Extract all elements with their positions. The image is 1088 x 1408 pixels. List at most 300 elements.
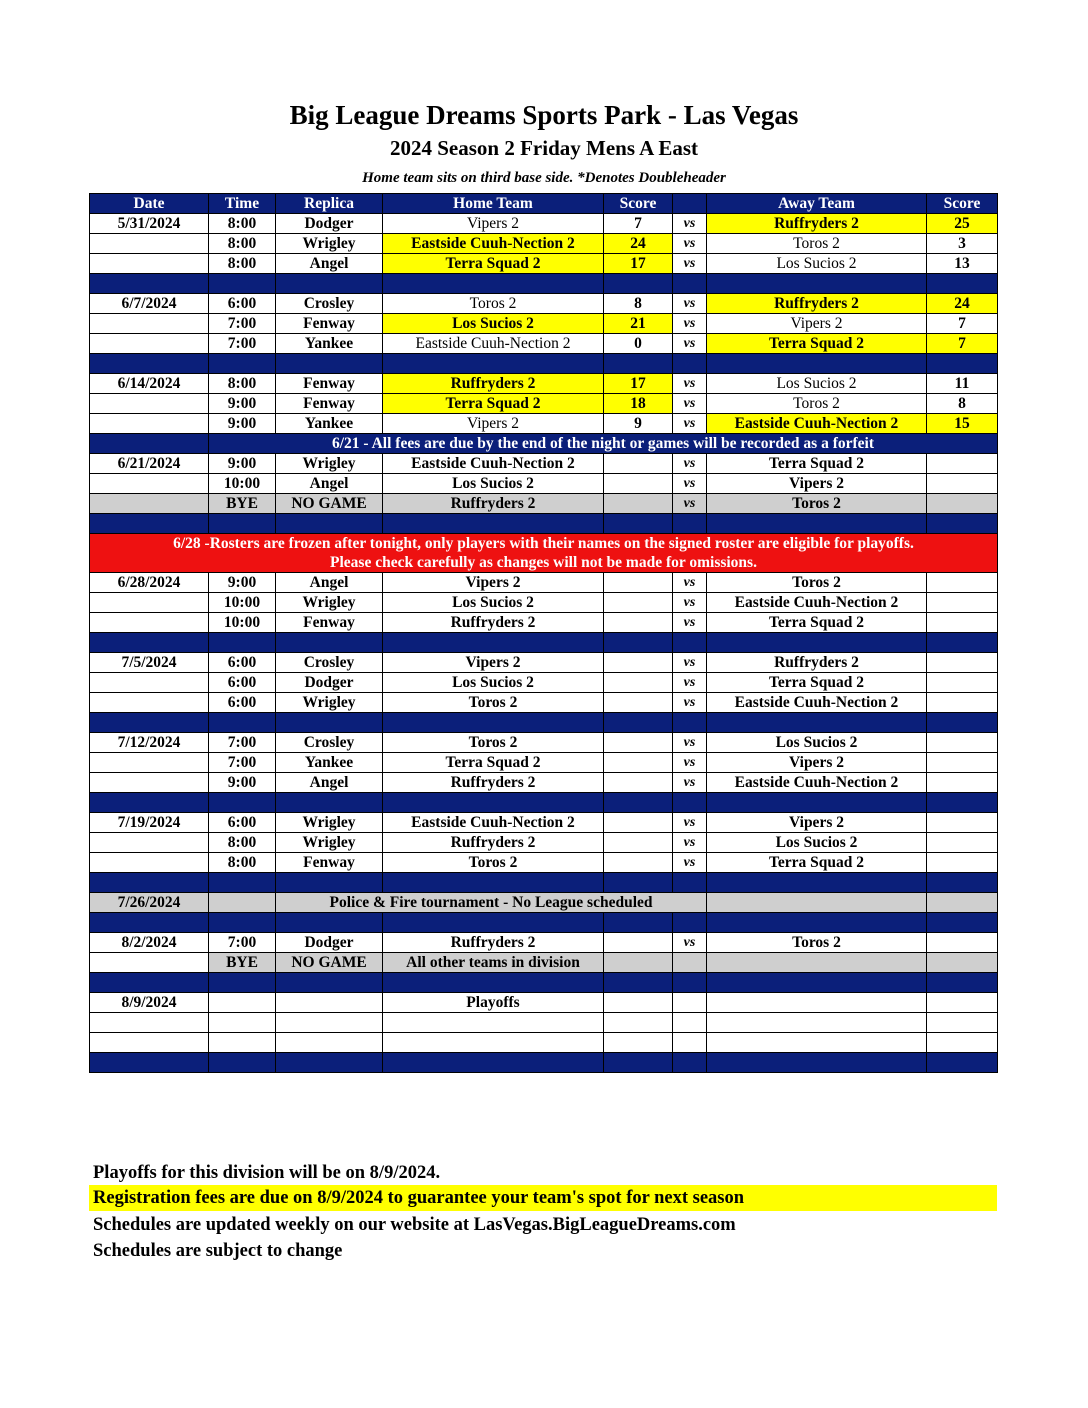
game-date: 6/21/2024	[90, 454, 209, 474]
game-field: Fenway	[276, 853, 383, 873]
spacer-cell	[927, 793, 998, 813]
away-score: 11	[927, 374, 998, 394]
spacer-cell	[604, 913, 673, 933]
spacer-cell	[383, 713, 604, 733]
spacer-cell	[604, 514, 673, 534]
spacer-cell	[927, 514, 998, 534]
away-score	[927, 893, 998, 913]
game-date	[90, 833, 209, 853]
vs-label: vs	[673, 813, 707, 833]
spacer-cell	[209, 354, 276, 374]
roster-alert-line: Please check carefully as changes will not be made for omissions.	[330, 554, 757, 571]
playoffs-row	[90, 993, 998, 1013]
game-field: Wrigley	[276, 593, 383, 613]
game-date	[90, 853, 209, 873]
game-field: Crosley	[276, 294, 383, 314]
spacer-cell	[209, 913, 276, 933]
vs-label: vs	[673, 214, 707, 234]
game-field	[276, 993, 383, 1013]
away-score	[927, 673, 998, 693]
game-field: NO GAME	[276, 494, 383, 514]
vs-label: vs	[673, 294, 707, 314]
vs-label: vs	[673, 314, 707, 334]
spacer-cell	[707, 793, 927, 813]
home-score	[604, 474, 673, 494]
empty-cell	[604, 1013, 673, 1033]
game-field: Wrigley	[276, 833, 383, 853]
home-team: Ruffryders 2	[383, 833, 604, 853]
spacer-cell	[673, 274, 707, 294]
spacer-cell	[90, 793, 209, 813]
away-team: Ruffryders 2	[707, 214, 927, 234]
notice-left-cell	[90, 434, 209, 454]
away-score	[927, 933, 998, 953]
game-date	[90, 394, 209, 414]
home-team: Eastside Cuuh-Nection 2	[383, 813, 604, 833]
spacer-cell	[276, 1053, 383, 1073]
home-team: Los Sucios 2	[383, 474, 604, 494]
game-time: 7:00	[209, 334, 276, 354]
game-row	[90, 394, 998, 414]
game-date: 7/12/2024	[90, 733, 209, 753]
vs-label: vs	[673, 474, 707, 494]
vs-label: vs	[673, 334, 707, 354]
away-team: Eastside Cuuh-Nection 2	[707, 593, 927, 613]
empty-cell	[927, 953, 998, 973]
vs-label: vs	[673, 394, 707, 414]
game-time: BYE	[209, 494, 276, 514]
vs-label: vs	[673, 733, 707, 753]
away-score: 3	[927, 234, 998, 254]
game-time: 7:00	[209, 933, 276, 953]
vs-label: vs	[673, 673, 707, 693]
game-field: Crosley	[276, 653, 383, 673]
empty-cell	[927, 1013, 998, 1033]
spacer-cell	[383, 793, 604, 813]
game-row	[90, 853, 998, 873]
header-note: Home team sits on third base side. *Denotes Doubleheader	[362, 170, 726, 186]
game-row	[90, 494, 998, 514]
vs-label: vs	[673, 773, 707, 793]
vs-label: vs	[673, 254, 707, 274]
spacer-row	[90, 973, 998, 993]
away-team: Vipers 2	[707, 753, 927, 773]
game-time: BYE	[209, 953, 276, 973]
spacer-cell	[927, 713, 998, 733]
spacer-cell	[276, 514, 383, 534]
spacer-cell	[707, 633, 927, 653]
empty-cell	[276, 1033, 383, 1053]
home-score	[604, 933, 673, 953]
game-time: 8:00	[209, 214, 276, 234]
game-date: 6/7/2024	[90, 294, 209, 314]
vs-label: vs	[673, 494, 707, 514]
game-row	[90, 294, 998, 314]
home-score: 21	[604, 314, 673, 334]
home-score	[604, 454, 673, 474]
away-score	[927, 853, 998, 873]
game-time: 6:00	[209, 813, 276, 833]
game-row	[90, 573, 998, 593]
home-team: Vipers 2	[383, 573, 604, 593]
spacer-cell	[90, 913, 209, 933]
spacer-row	[90, 713, 998, 733]
home-team: Ruffryders 2	[383, 494, 604, 514]
spacer-cell	[209, 1053, 276, 1073]
game-time: 6:00	[209, 653, 276, 673]
game-time: 8:00	[209, 853, 276, 873]
home-team: Ruffryders 2	[383, 374, 604, 394]
away-team: Terra Squad 2	[707, 853, 927, 873]
empty-cell	[90, 1013, 209, 1033]
spacer-cell	[276, 354, 383, 374]
away-team: Eastside Cuuh-Nection 2	[707, 773, 927, 793]
away-score	[927, 613, 998, 633]
game-date	[90, 593, 209, 613]
spacer-cell	[707, 973, 927, 993]
game-row	[90, 234, 998, 254]
spacer-cell	[90, 514, 209, 534]
spacer-cell	[209, 873, 276, 893]
away-score	[927, 593, 998, 613]
home-score: 9	[604, 414, 673, 434]
roster-alert-line: 6/28 -Rosters are frozen after tonight, only players with their names on the signed roster are eligible for playoffs.	[173, 535, 914, 552]
game-row	[90, 414, 998, 434]
home-score	[604, 753, 673, 773]
empty-cell	[673, 1013, 707, 1033]
game-row	[90, 693, 998, 713]
spacer-cell	[927, 633, 998, 653]
spacer-cell	[276, 633, 383, 653]
spacer-cell	[209, 793, 276, 813]
away-team: Eastside Cuuh-Nection 2	[707, 693, 927, 713]
spacer-cell	[209, 274, 276, 294]
away-team: Toros 2	[707, 933, 927, 953]
home-team: Ruffryders 2	[383, 613, 604, 633]
empty-cell	[604, 1033, 673, 1053]
game-field: Dodger	[276, 214, 383, 234]
vs-label: vs	[673, 234, 707, 254]
vs-label: vs	[673, 573, 707, 593]
home-score: 8	[604, 294, 673, 314]
vs-label: vs	[673, 374, 707, 394]
spacer-cell	[673, 913, 707, 933]
column-header-home-team: Home Team	[383, 194, 604, 214]
bye-row	[90, 953, 998, 973]
game-field: Angel	[276, 254, 383, 274]
game-field: NO GAME	[276, 953, 383, 973]
spacer-cell	[673, 713, 707, 733]
game-time	[209, 993, 276, 1013]
game-row	[90, 933, 998, 953]
home-team: Eastside Cuuh-Nection 2	[383, 454, 604, 474]
home-team: Toros 2	[383, 733, 604, 753]
game-field: Wrigley	[276, 234, 383, 254]
away-team: Terra Squad 2	[707, 454, 927, 474]
game-time: 8:00	[209, 254, 276, 274]
game-time	[209, 893, 276, 913]
column-header-home-score: Score	[604, 194, 673, 214]
game-date	[90, 234, 209, 254]
empty-row	[90, 1033, 998, 1053]
away-score	[927, 494, 998, 514]
vs-label: vs	[673, 593, 707, 613]
game-row	[90, 833, 998, 853]
game-date: 8/9/2024	[90, 993, 209, 1013]
spacer-cell	[276, 873, 383, 893]
away-team: Los Sucios 2	[707, 374, 927, 394]
away-team: Ruffryders 2	[707, 294, 927, 314]
game-row	[90, 314, 998, 334]
empty-cell	[604, 993, 673, 1013]
spacer-cell	[673, 354, 707, 374]
game-time: 7:00	[209, 733, 276, 753]
game-time: 6:00	[209, 693, 276, 713]
spacer-cell	[383, 1053, 604, 1073]
page-title: Big League Dreams Sports Park - Las Vegas	[289, 100, 799, 130]
game-field: Wrigley	[276, 813, 383, 833]
home-score	[604, 613, 673, 633]
game-time: 10:00	[209, 474, 276, 494]
away-team: Los Sucios 2	[707, 733, 927, 753]
away-score	[927, 753, 998, 773]
away-team: Toros 2	[707, 494, 927, 514]
game-field: Yankee	[276, 334, 383, 354]
game-field: Fenway	[276, 374, 383, 394]
spacer-cell	[604, 354, 673, 374]
spacer-cell	[707, 873, 927, 893]
game-date	[90, 414, 209, 434]
game-time: 10:00	[209, 593, 276, 613]
away-score: 25	[927, 214, 998, 234]
home-score	[604, 773, 673, 793]
game-date	[90, 613, 209, 633]
empty-cell	[707, 1033, 927, 1053]
spacer-cell	[604, 873, 673, 893]
vs-label: vs	[673, 454, 707, 474]
away-team	[707, 893, 927, 913]
away-team: Toros 2	[707, 234, 927, 254]
spacer-cell	[209, 973, 276, 993]
away-score: 8	[927, 394, 998, 414]
game-field: Fenway	[276, 394, 383, 414]
game-date	[90, 693, 209, 713]
away-team: Los Sucios 2	[707, 254, 927, 274]
vs-label: vs	[673, 753, 707, 773]
home-team: Ruffryders 2	[383, 773, 604, 793]
spacer-row	[90, 1053, 998, 1073]
spacer-row	[90, 514, 998, 534]
spacer-cell	[604, 793, 673, 813]
spacer-cell	[604, 633, 673, 653]
game-row	[90, 653, 998, 673]
spacer-cell	[707, 274, 927, 294]
game-date: 7/5/2024	[90, 653, 209, 673]
game-date	[90, 953, 209, 973]
empty-cell	[209, 1033, 276, 1053]
spacer-cell	[673, 1053, 707, 1073]
away-score	[927, 653, 998, 673]
spacer-cell	[90, 633, 209, 653]
away-score: 15	[927, 414, 998, 434]
home-score: 17	[604, 374, 673, 394]
spacer-row	[90, 274, 998, 294]
home-team: Toros 2	[383, 693, 604, 713]
spacer-cell	[927, 354, 998, 374]
spacer-cell	[276, 973, 383, 993]
spacer-cell	[90, 973, 209, 993]
game-time: 9:00	[209, 414, 276, 434]
game-row	[90, 334, 998, 354]
column-header-away-score: Score	[927, 194, 998, 214]
away-score: 24	[927, 294, 998, 314]
game-date	[90, 753, 209, 773]
spacer-cell	[383, 633, 604, 653]
spacer-cell	[604, 274, 673, 294]
spacer-row	[90, 913, 998, 933]
game-date	[90, 474, 209, 494]
game-time: 7:00	[209, 314, 276, 334]
footer-line-4: Schedules are subject to change	[93, 1241, 343, 1261]
empty-cell	[673, 953, 707, 973]
bye-text: All other teams in division	[383, 953, 604, 973]
spacer-cell	[209, 713, 276, 733]
spacer-cell	[604, 713, 673, 733]
empty-cell	[927, 1033, 998, 1053]
away-team: Ruffryders 2	[707, 653, 927, 673]
game-time: 9:00	[209, 394, 276, 414]
game-date	[90, 494, 209, 514]
home-team: Terra Squad 2	[383, 254, 604, 274]
game-row	[90, 593, 998, 613]
schedule-body	[90, 214, 998, 1073]
spacer-cell	[707, 913, 927, 933]
empty-cell	[90, 1033, 209, 1053]
game-time: 8:00	[209, 833, 276, 853]
game-field: Wrigley	[276, 693, 383, 713]
away-team: Terra Squad 2	[707, 334, 927, 354]
spacer-cell	[927, 873, 998, 893]
spacer-cell	[673, 873, 707, 893]
column-header-replica: Replica	[276, 194, 383, 214]
vs-label: vs	[673, 933, 707, 953]
spacer-cell	[383, 913, 604, 933]
game-time: 6:00	[209, 294, 276, 314]
footer-playoffs-note	[89, 1160, 997, 1186]
away-score: 13	[927, 254, 998, 274]
game-date	[90, 334, 209, 354]
game-field: Angel	[276, 573, 383, 593]
game-date: 5/31/2024	[90, 214, 209, 234]
game-row	[90, 374, 998, 394]
vs-label: vs	[673, 693, 707, 713]
roster-alert-row	[90, 534, 998, 573]
footer-line-3: Schedules are updated weekly on our website at LasVegas.BigLeagueDreams.com	[93, 1215, 736, 1235]
home-score: 24	[604, 234, 673, 254]
away-score	[927, 454, 998, 474]
game-field: Angel	[276, 474, 383, 494]
page-subtitle: 2024 Season 2 Friday Mens A East	[389, 136, 699, 160]
home-team: Los Sucios 2	[383, 593, 604, 613]
spacer-cell	[276, 913, 383, 933]
vs-label: vs	[673, 833, 707, 853]
empty-cell	[604, 953, 673, 973]
game-date: 8/2/2024	[90, 933, 209, 953]
away-score: 7	[927, 314, 998, 334]
notice-text: 6/21 - All fees are due by the end of the night or games will be recorded as a forfeit	[209, 434, 998, 454]
away-team: Vipers 2	[707, 474, 927, 494]
spacer-row	[90, 633, 998, 653]
roster-alert-cell	[90, 534, 998, 573]
home-team: Toros 2	[383, 853, 604, 873]
game-field: Angel	[276, 773, 383, 793]
home-score	[604, 494, 673, 514]
empty-cell	[673, 993, 707, 1013]
game-row	[90, 753, 998, 773]
notice-row	[90, 434, 998, 454]
empty-cell	[927, 993, 998, 1013]
home-team: Vipers 2	[383, 653, 604, 673]
home-score: 7	[604, 214, 673, 234]
spacer-cell	[383, 354, 604, 374]
vs-label: vs	[673, 853, 707, 873]
spacer-cell	[673, 633, 707, 653]
away-team: Vipers 2	[707, 813, 927, 833]
away-team: Terra Squad 2	[707, 613, 927, 633]
home-score: 0	[604, 334, 673, 354]
spacer-cell	[673, 514, 707, 534]
game-field: Wrigley	[276, 454, 383, 474]
spacer-cell	[90, 354, 209, 374]
footer-website-note	[89, 1212, 997, 1238]
spacer-cell	[927, 913, 998, 933]
spacer-cell	[209, 633, 276, 653]
home-score	[604, 833, 673, 853]
home-team: Toros 2	[383, 294, 604, 314]
home-team: Los Sucios 2	[383, 314, 604, 334]
spacer-cell	[927, 1053, 998, 1073]
spacer-cell	[707, 1053, 927, 1073]
spacer-row	[90, 873, 998, 893]
game-field: Fenway	[276, 314, 383, 334]
spacer-cell	[383, 274, 604, 294]
footer-line-1: Playoffs for this division will be on 8/9/2024.	[93, 1163, 441, 1183]
game-row	[90, 673, 998, 693]
away-team: Los Sucios 2	[707, 833, 927, 853]
column-header-away-team: Away Team	[707, 194, 927, 214]
game-field: Dodger	[276, 933, 383, 953]
game-field: Fenway	[276, 613, 383, 633]
spacer-cell	[90, 873, 209, 893]
game-date: 6/28/2024	[90, 573, 209, 593]
away-team: Vipers 2	[707, 314, 927, 334]
spacer-row	[90, 793, 998, 813]
away-team: Toros 2	[707, 573, 927, 593]
home-team: Vipers 2	[383, 214, 604, 234]
spacer-cell	[383, 873, 604, 893]
spacer-cell	[90, 1053, 209, 1073]
game-date: 7/26/2024	[90, 893, 209, 913]
home-team: Terra Squad 2	[383, 394, 604, 414]
home-score	[604, 813, 673, 833]
game-time: 9:00	[209, 773, 276, 793]
spacer-cell	[276, 274, 383, 294]
home-score	[604, 593, 673, 613]
game-time: 9:00	[209, 454, 276, 474]
away-score	[927, 813, 998, 833]
game-date	[90, 254, 209, 274]
column-header-date: Date	[90, 194, 209, 214]
